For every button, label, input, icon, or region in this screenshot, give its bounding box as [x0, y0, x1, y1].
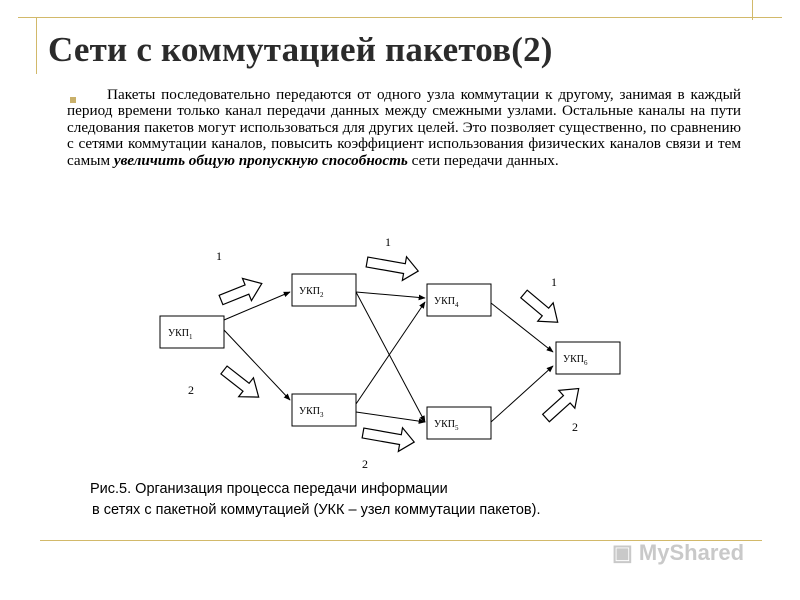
node-ukp-2 — [292, 274, 356, 306]
node-ukp-1 — [160, 316, 224, 348]
packet-arrow-2c — [538, 380, 587, 427]
logo-icon: ▣ — [612, 540, 633, 565]
packet-label: 1 — [551, 275, 557, 289]
node-ukp-6 — [556, 342, 620, 374]
node-subscript: 3 — [319, 411, 324, 419]
paragraph-text-2: сети передачи данных. — [407, 151, 559, 169]
edge-3-4 — [356, 302, 425, 404]
packet-arrow-1c — [516, 285, 565, 332]
watermark-logo — [612, 540, 744, 566]
figure-caption-line-1: Рис.5. Организация процесса передачи информации — [90, 481, 448, 497]
node-subscript: 1 — [188, 333, 193, 341]
packet-arrow-2b — [361, 421, 416, 454]
node-subscript: 4 — [454, 301, 459, 309]
logo-text: MyShared — [638, 540, 745, 565]
packet-label: 2 — [362, 457, 368, 471]
packet-label: 1 — [385, 235, 391, 249]
edges — [224, 292, 553, 422]
edge-2-4 — [356, 292, 425, 298]
edge-2-5 — [356, 292, 425, 422]
node-label: УКП — [299, 286, 320, 297]
node-label: УКП — [434, 419, 455, 430]
node-ukp-3 — [292, 394, 356, 426]
slide-title: Сети с коммутацией пакетов(2) — [48, 30, 553, 69]
edge-3-5 — [356, 412, 425, 422]
packet-arrows — [217, 250, 587, 454]
node-subscript: 5 — [454, 424, 459, 432]
packet-label: 2 — [572, 420, 578, 434]
node-label: УКП — [434, 296, 455, 307]
packet-arrow-1b — [365, 250, 420, 283]
packet-label: 2 — [188, 383, 194, 397]
node-subscript: 2 — [319, 291, 324, 299]
paragraph-text-1: Пакеты последовательно передаются от одного узла коммутации к другому, занимая в каждый период времени только канал передачи данных между смежными узлами. Остальные каналы на пути следования пакетов могут использоваться для других целей. Это позволяет существенно, по сравнению с сетями коммутации каналов, повысить коэффициент использования физических каналов связи и тем самым — [67, 86, 741, 169]
node-label: УКП — [168, 328, 189, 339]
node-ukp-4 — [427, 284, 491, 316]
packet-label: 1 — [216, 249, 222, 263]
figure-caption-line-2: в сетях с пакетной коммутацией (УКК – узел коммутации пакетов). — [92, 502, 541, 518]
paragraph-emphasis: увеличить общую пропускную способность — [113, 151, 408, 169]
node-label: УКП — [299, 406, 320, 417]
node-ukp-5 — [427, 407, 491, 439]
node-subscript: 6 — [583, 359, 588, 367]
node-label: УКП — [563, 354, 584, 365]
